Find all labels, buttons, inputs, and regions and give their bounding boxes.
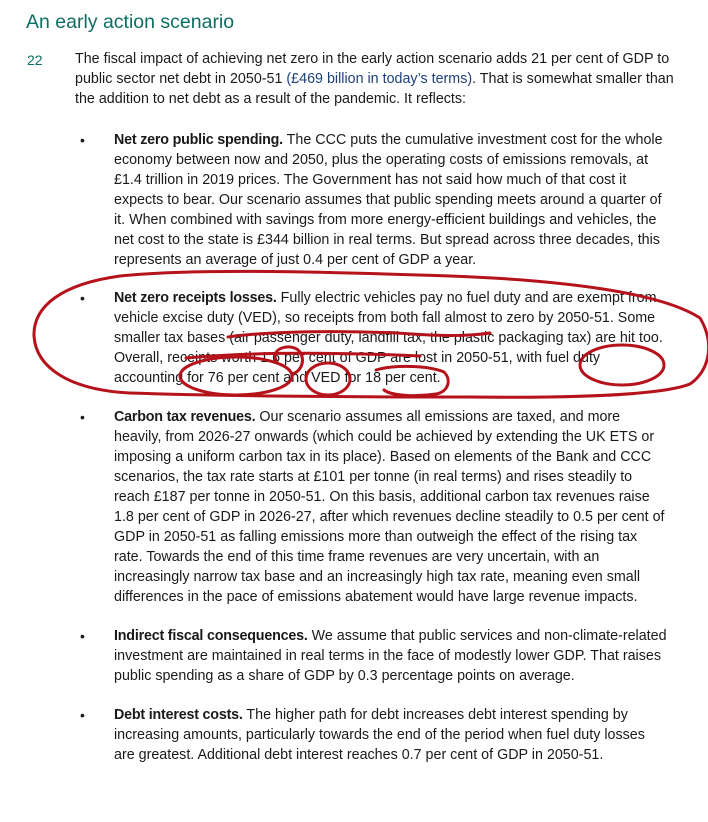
bullet-dot-icon: • [80,132,85,148]
bullet-body: The CCC puts the cumulative investment cost for the whole economy between now and 2050, plus the operating costs of emissions removals, at £1.4 trillion in 2019 prices. The Government has not said how much of that cost it expects to bear. Our scenario assumes that public spending meets around a quarter of it. When combined with savings from more energy-efficient buildings and vehicles, the net cost to the state is £344 billion in real terms. But spread across three decades, this represents an average of just 0.4 per cent of GDP a year. [114,132,663,268]
bullet-dot-icon: • [80,290,85,306]
bullet-dot-icon: • [80,628,85,644]
intro-highlighted-text: (£469 billion in today’s terms) [286,71,473,87]
section-heading: An early action scenario [26,11,235,33]
bullet-dot-icon: • [80,707,85,723]
bullet-text [114,626,669,686]
bullet-title: Net zero receipts losses. [114,290,277,306]
bullet-title: Debt interest costs. [114,707,243,723]
paragraph-number: 22 [27,52,43,68]
bullet-title: Net zero public spending. [114,132,283,148]
bullet-text [114,705,669,765]
bullet-text [114,130,669,270]
bullet-text [114,288,669,388]
bullet-title: Indirect fiscal consequences. [114,628,308,644]
intro-text-part1: The fiscal impact of achieving net zero in the early action scenario adds 21 per cent of GDP to public sector net debt in 2050-51 [75,51,670,87]
bullet-body: We assume that public services and non-climate-related investment are maintained in real terms in the face of modestly lower GDP. That raises public spending as a share of GDP by 0.3 percentage points on average. [114,628,667,684]
bullet-text [114,407,669,607]
intro-text-part2: . That is somewhat smaller than the addition to net debt as a result of the pandemic. It reflects: [75,71,674,107]
bullet-dot-icon: • [80,409,85,425]
bullet-body: Our scenario assumes all emissions are taxed, and more heavily, from 2026-27 onwards (which could be achieved by extending the UK ETS or imposing a uniform carbon tax in its place). Based on elements of the Bank and CCC scenarios, the tax rate starts at £101 per tonne (in real terms) and rises steadily to reach £187 per tonne in 2050-51. On this basis, additional carbon tax revenues raise 1.8 per cent of GDP in 2026-27, after which revenues decline steadily to 0.5 per cent of GDP in 2050-51 as falling emissions more than outweigh the effect of the rising tax rate. Towards the end of this time frame revenues are very uncertain, with an increasingly narrow tax base and an increasingly high tax rate, meaning even small differences in the pace of emissions abatement would have large revenue impacts. [114,409,665,605]
bullet-body: Fully electric vehicles pay no fuel duty and are exempt from vehicle excise duty (VED), so receipts from both fall almost to zero by 2050-51. Some smaller tax bases (air passenger duty, landfill tax, the plastic packaging tax) are hit too. Overall, receipts worth 1.6 per cent of GDP are lost in 2050-51, with fuel duty accounting for 76 per cent and VED for 18 per cent. [114,290,663,386]
bullet-title: Carbon tax revenues. [114,409,256,425]
bullet-body: The higher path for debt increases debt interest spending by increasing amounts, particularly towards the end of the period when fuel duty losses are greatest. Additional debt interest reaches 0.7 per cent of GDP in 2050-51. [114,707,645,763]
